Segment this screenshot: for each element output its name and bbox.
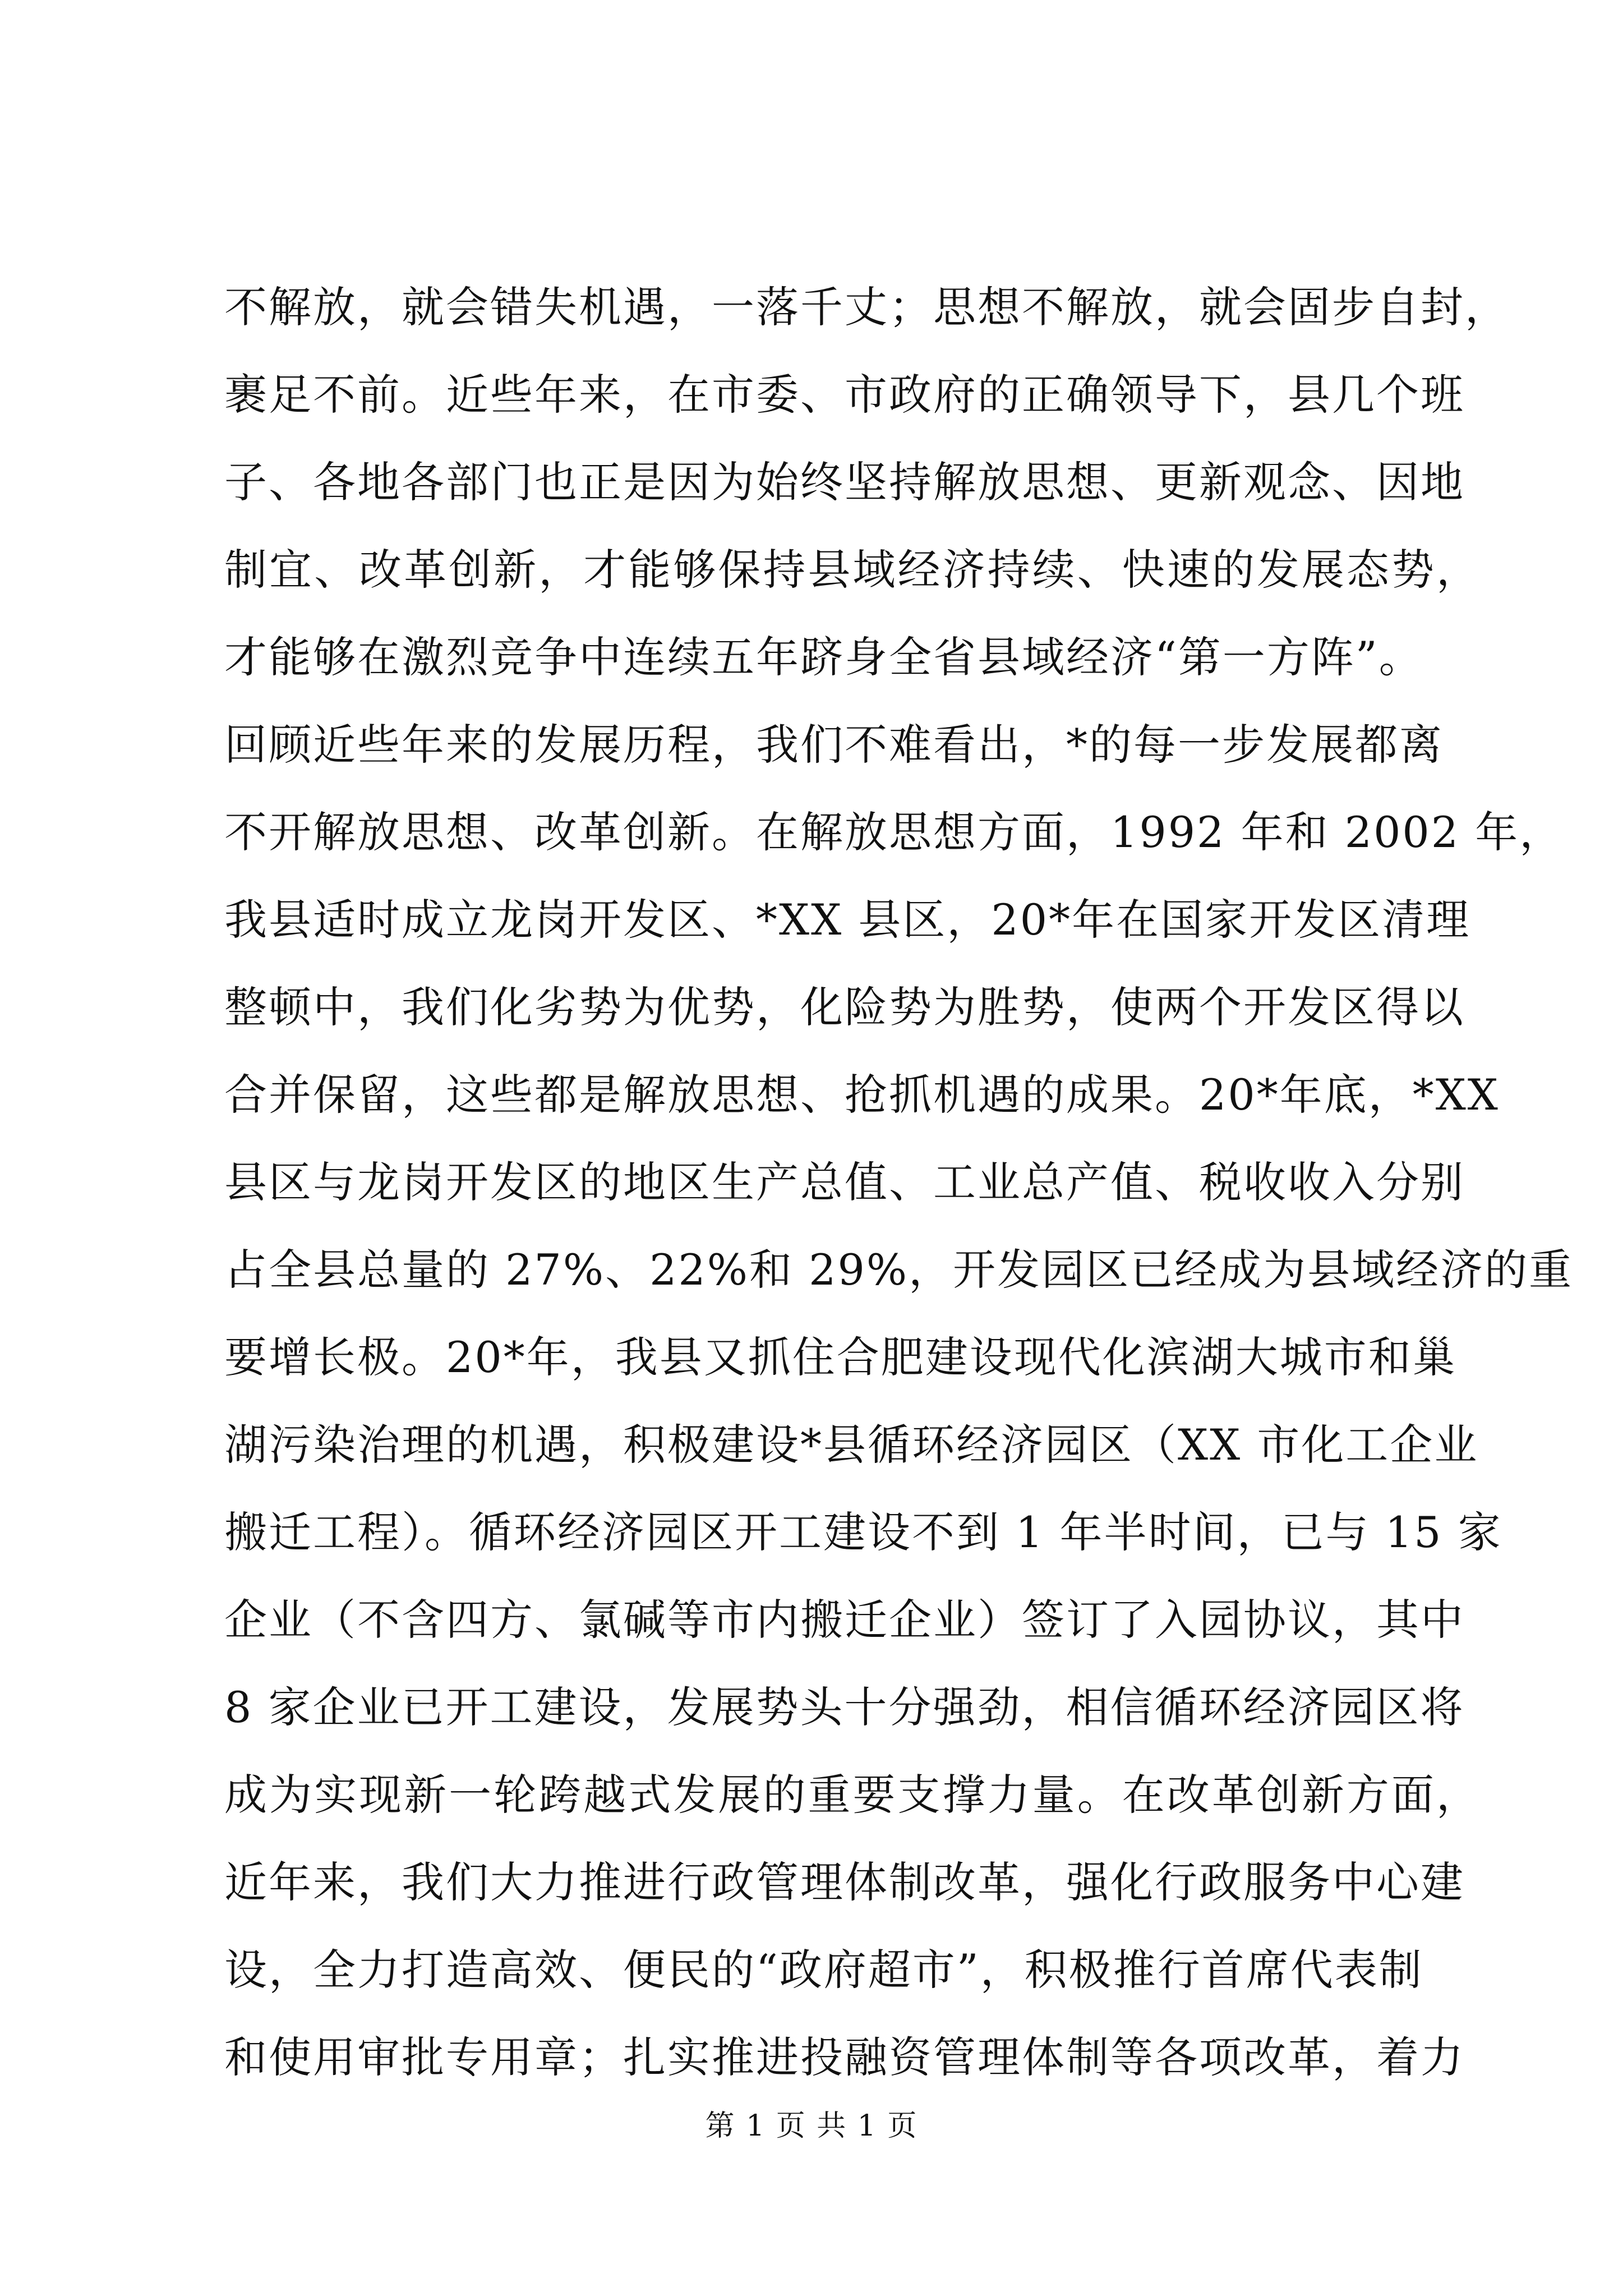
text-line-19: 近年来，我们大力推进行政管理体制改革，强化行政服务中心建 bbox=[224, 1857, 1465, 1907]
text-line-14: 湖污染治理的机遇，积极建设*县循环经济园区（XX 市化工企业 bbox=[224, 1420, 1479, 1470]
text-line-21: 和使用审批专用章；扎实推进投融资管理体制等各项改革，着力 bbox=[224, 2032, 1465, 2082]
text-line-1: 不解放，就会错失机遇，一落千丈；思想不解放，就会固步自封， bbox=[224, 282, 1509, 332]
text-line-13: 要增长极。20*年，我县又抓住合肥建设现代化滨湖大城市和巢 bbox=[224, 1332, 1457, 1382]
text-line-10: 合并保留，这些都是解放思想、抢抓机遇的成果。20*年底，*XX bbox=[224, 1070, 1500, 1120]
text-line-9: 整顿中，我们化劣势为优势，化险势为胜势，使两个开发区得以 bbox=[224, 982, 1465, 1032]
text-line-17: 8 家企业已开工建设，发展势头十分强劲，相信循环经济园区将 bbox=[224, 1682, 1465, 1732]
text-line-12: 占全县总量的 27%、22%和 29%，开发园区已经成为县域经济的重 bbox=[224, 1245, 1574, 1295]
body-text bbox=[224, 264, 1574, 2101]
text-line-15: 搬迁工程）。循环经济园区开工建设不到 1 年半时间，已与 15 家 bbox=[224, 1507, 1502, 1557]
text-line-3: 子、各地各部门也正是因为始终坚持解放思想、更新观念、因地 bbox=[224, 457, 1465, 507]
text-line-8: 我县适时成立龙岗开发区、*XX 县区，20*年在国家开发区清理 bbox=[224, 895, 1471, 945]
text-line-16: 企业（不含四方、氯碱等市内搬迁企业）签订了入园协议，其中 bbox=[224, 1595, 1465, 1645]
text-line-5: 才能够在激烈竞争中连续五年跻身全省县域经济“第一方阵”。 bbox=[224, 632, 1423, 682]
text-line-11: 县区与龙岗开发区的地区生产总值、工业总产值、税收收入分别 bbox=[224, 1157, 1465, 1207]
text-line-6: 回顾近些年来的发展历程，我们不难看出，*的每一步发展都离 bbox=[224, 720, 1444, 770]
text-line-7: 不开解放思想、改革创新。在解放思想方面，1992 年和 2002 年， bbox=[224, 807, 1564, 857]
text-line-20: 设，全力打造高效、便民的“政府超市”，积极推行首席代表制 bbox=[224, 1945, 1423, 1995]
page-footer: 第 1 页 共 1 页 bbox=[705, 2109, 918, 2143]
text-line-18: 成为实现新一轮跨越式发展的重要支撑力量。在改革创新方面， bbox=[224, 1770, 1481, 1820]
text-line-4: 制宜、改革创新，才能够保持县域经济持续、快速的发展态势， bbox=[224, 545, 1481, 595]
text-line-2: 裹足不前。近些年来，在市委、市政府的正确领导下，县几个班 bbox=[224, 370, 1465, 420]
